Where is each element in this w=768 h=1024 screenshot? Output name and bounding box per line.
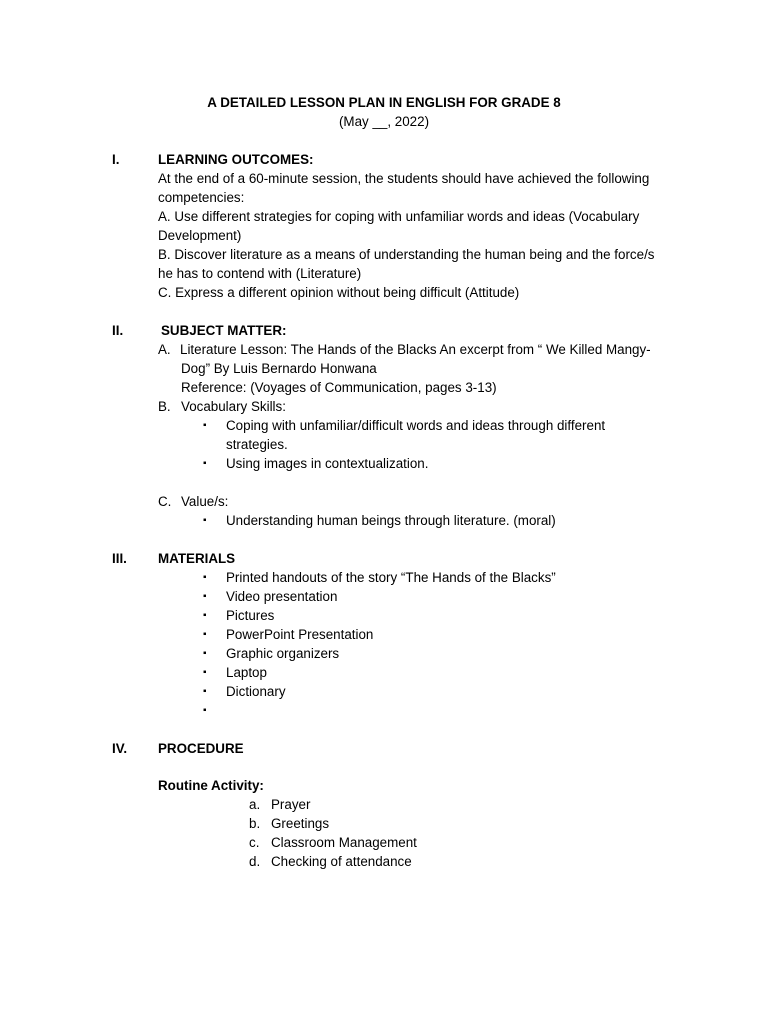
bullet-icon: ▪ [203,458,207,469]
subject-c-letter: C. [158,494,172,509]
subject-b-letter: B. [158,399,171,414]
subject-b-label: Vocabulary Skills: [181,399,286,414]
bullet-icon: ▪ [203,610,207,621]
outcome-b-line: he has to contend with (Literature) [158,266,362,281]
routine-item: Greetings [271,816,330,831]
section-1-heading: LEARNING OUTCOMES: [158,152,314,167]
document-title: A DETAILED LESSON PLAN IN ENGLISH FOR GRADE 8 [207,95,561,110]
material-item: Graphic organizers [226,646,340,661]
routine-item-letter: b. [249,816,261,831]
bullet-icon: ▪ [203,667,207,678]
bullet-icon: ▪ [203,686,207,697]
routine-item: Prayer [271,797,311,812]
routine-item-letter: a. [249,797,261,812]
material-item: Printed handouts of the story “The Hands of the Blacks” [226,570,556,585]
bullet-icon: ▪ [203,420,207,431]
subject-a-line: Dog” By Luis Bernardo Honwana [181,361,377,376]
outcome-c-line: C. Express a different opinion without being difficult (Attitude) [158,285,520,300]
material-item: Pictures [226,608,275,623]
document-date: (May __, 2022) [338,114,430,129]
routine-item: Classroom Management [271,835,417,850]
subject-a-line: Literature Lesson: The Hands of the Blacks An excerpt from “ We Killed Mangy- [180,342,651,357]
bullet-icon: ▪ [203,648,207,659]
bullet-icon: ▪ [203,572,207,583]
subject-a-reference: Reference: (Voyages of Communication, pages 3-13) [181,380,497,395]
routine-item-letter: c. [249,835,260,850]
vocab-skill-item: Using images in contextualization. [226,456,429,471]
subject-a-letter: A. [158,342,171,357]
section-3-heading: MATERIALS [158,551,236,566]
routine-item-letter: d. [249,854,261,869]
material-item: PowerPoint Presentation [226,627,374,642]
bullet-icon: ▪ [203,705,207,716]
vocab-skill-item: strategies. [226,437,288,452]
section-4-numeral: IV. [112,741,128,756]
routine-item: Checking of attendance [271,854,412,869]
section-4-heading: PROCEDURE [158,741,244,756]
outcome-a-line: A. Use different strategies for coping with unfamiliar words and ideas (Vocabulary [158,209,640,224]
outcomes-intro-line: competencies: [158,190,245,205]
material-item: Video presentation [226,589,338,604]
value-item: Understanding human beings through literature. (moral) [226,513,556,528]
vocab-skill-item: Coping with unfamiliar/difficult words and ideas through different [226,418,606,433]
outcome-a-line: Development) [158,228,242,243]
routine-activity-heading: Routine Activity: [158,778,264,793]
section-3-numeral: III. [112,551,127,566]
section-2-numeral: II. [112,323,124,338]
material-item: Laptop [226,665,267,680]
outcomes-intro-line: At the end of a 60-minute session, the students should have achieved the following [158,171,650,186]
outcome-b-line: B. Discover literature as a means of understanding the human being and the force/s [158,247,655,262]
bullet-icon: ▪ [203,591,207,602]
bullet-icon: ▪ [203,515,207,526]
bullet-icon: ▪ [203,629,207,640]
section-2-heading: SUBJECT MATTER: [161,323,287,338]
material-item: Dictionary [226,684,286,699]
section-1-numeral: I. [112,152,120,167]
subject-c-label: Value/s: [181,494,229,509]
